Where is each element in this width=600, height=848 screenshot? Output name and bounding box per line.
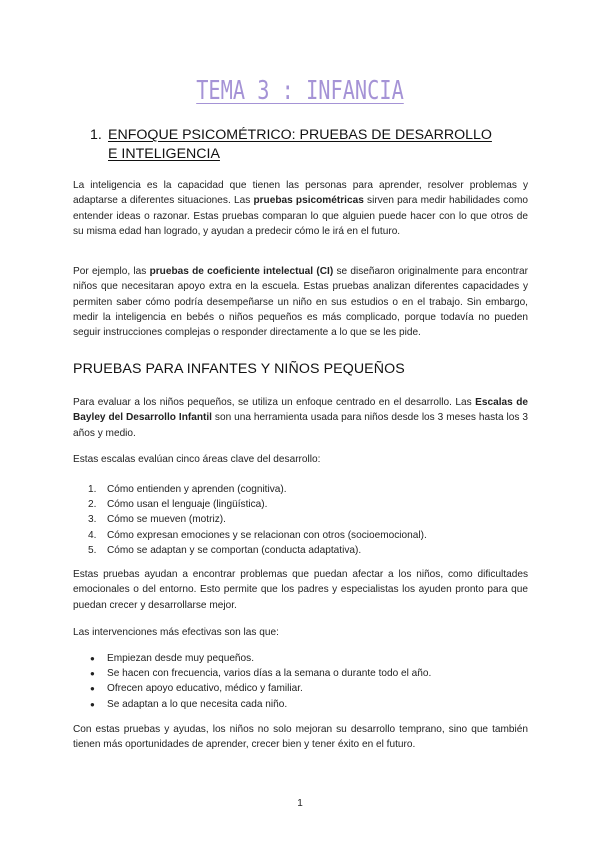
list-item-text: Cómo se adaptan y se comportan (conducta adaptativa). [107,544,362,556]
list-item [88,543,508,558]
paragraph-conclusion: Con estas pruebas y ayudas, los niños no solo mejoran su desarrollo temprano, sino que también tienen más oportunidades de aprender, crecer bien y tener éxito en el futuro. [73,724,528,751]
list-item [88,666,508,681]
list-item [88,528,508,543]
paragraph-text: sirven para medir habilidades como entender ideas o razonar. Estas pruebas comparan lo que alguien puede hacer con lo que otros de su misma edad han logrado, y ayudan a predecir cómo le irá en el futuro. [73,195,528,237]
list-number: 1. [88,484,97,495]
paragraph-problemas: Estas pruebas ayudan a encontrar problemas que puedan afectar a los niños, como dificultades emocionales o del entorno. Esto permite que los padres y especialistas los ayuden pronto para que puedan crecer y desarrollarse mejor. [73,569,528,611]
list-number: 4. [88,529,97,541]
section-number: 1. [90,127,102,143]
subsection-heading: PRUEBAS PARA INFANTES Y NIÑOS PEQUEÑOS [73,361,405,377]
paragraph-ci [73,264,528,340]
list-item-text: Ofrecen apoyo educativo, médico y familiar. [107,683,303,695]
list-item [88,651,508,666]
list-item [88,512,508,527]
bullet-icon: ● [90,654,95,663]
bold-term: pruebas de coeficiente intelectual (CI) [149,266,334,277]
page-number: 1 [297,798,303,809]
bullet-icon: ● [90,699,95,709]
interventions-list [88,651,508,712]
section-heading-line2: E INTELIGENCIA [108,146,220,162]
paragraph-text: Para evaluar a los niños pequeños, se utiliza un enfoque centrado en el desarrollo. Las [73,397,476,408]
list-item [88,697,508,712]
paragraph-text: La inteligencia es la capacidad que tienen las personas para aprender, resolver problemas y adaptarse a diferentes situaciones. Las [73,180,528,207]
paragraph-inteligencia [73,178,528,239]
list-item-text: Cómo entienden y aprenden (cognitiva). [107,484,287,495]
paragraph-text: se diseñaron originalmente para encontrar niños que necesitaran apoyo extra en la escuela. Estas pruebas analizan diferentes capacidades y permiten saber cómo podría desempeñarse un niño en sus estudios o en el trabajo. Sin embargo, medir la inteligencia en bebés o niños pequeños es más complicado, porque todavía no pueden seguir instrucciones complejas o responder directamente a lo que se les pide. [73,266,528,339]
list-item [88,482,508,497]
list-item-text: Se hacen con frecuencia, varios días a la semana o durante todo el año. [107,668,432,680]
list-item-text: Cómo usan el lenguaje (lingüística). [107,499,268,511]
section-heading-enfoque [90,126,530,164]
bold-term: Escalas de Bayley del Desarrollo Infantil [73,397,528,424]
list-number: 2. [88,499,97,511]
list-number: 5. [88,544,97,556]
list-item-text: Empiezan desde muy pequeños. [107,653,255,664]
bold-term: pruebas psicométricas [253,195,364,207]
page-title: TEMA 3 : INFANCIA [196,76,404,106]
paragraph-areas-intro: Estas escalas evalúan cinco áreas clave del desarrollo: [73,454,321,465]
paragraph-text: son una herramienta usada para niños desde los 3 meses hasta los 3 años y medio. [73,412,528,439]
bullet-icon: ● [90,684,95,694]
list-number: 3. [88,514,97,526]
list-item [88,681,508,696]
list-item [88,497,508,512]
areas-list [88,482,508,558]
list-item-text: Cómo se mueven (motriz). [107,514,226,526]
bullet-icon: ● [90,669,95,679]
paragraph-intervenciones-intro: Las intervenciones más efectivas son las que: [73,627,279,638]
list-item-text: Se adaptan a lo que necesita cada niño. [107,698,288,710]
section-heading-line1: ENFOQUE PSICOMÉTRICO: PRUEBAS DE DESARROLLO [108,127,492,143]
list-item-text: Cómo expresan emociones y se relacionan con otros (socioemocional). [107,529,427,541]
paragraph-bayley [73,395,528,441]
paragraph-text: Por ejemplo, las [73,266,150,277]
